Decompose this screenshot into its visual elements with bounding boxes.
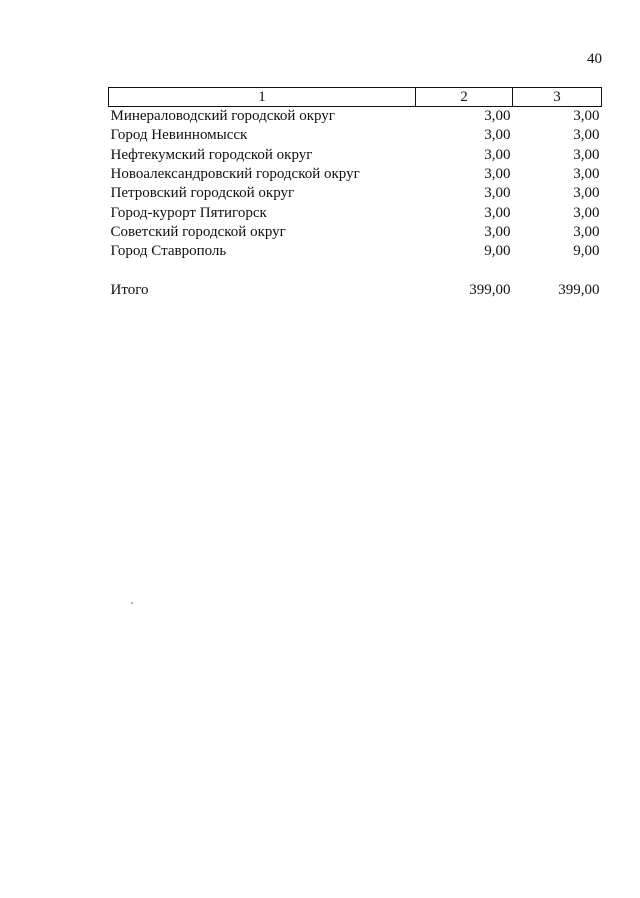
page-number: 40 — [587, 51, 602, 67]
total-value-col2: 399,00 — [469, 281, 511, 298]
row-name: Минераловодский городской округ — [110, 108, 335, 125]
row-value-col3: 3,00 — [573, 185, 600, 202]
row-name: Новоалександровский городской округ — [110, 166, 360, 183]
row-name: Петровский городской округ — [110, 185, 295, 202]
row-value-col2: 3,00 — [484, 146, 511, 163]
total-row — [109, 280, 602, 299]
row-name: Нефтекумский городской округ — [110, 146, 313, 163]
table-row — [109, 184, 602, 203]
header-cell-2: 2 — [416, 88, 513, 107]
row-value-col2: 3,00 — [484, 185, 511, 202]
row-value-col3: 9,00 — [573, 243, 600, 260]
data-table — [108, 87, 602, 300]
row-name: Город Ставрополь — [110, 243, 227, 260]
header-cell-1: 1 — [109, 88, 416, 107]
table-row — [109, 126, 602, 145]
table-body — [109, 107, 602, 300]
table-header — [109, 88, 602, 107]
table-row — [109, 165, 602, 184]
spacer-row — [109, 261, 602, 280]
table-row — [109, 107, 602, 127]
row-value-col3: 3,00 — [573, 223, 600, 240]
row-value-col2: 9,00 — [484, 243, 511, 260]
row-value-col3: 3,00 — [573, 108, 600, 125]
row-value-col3: 3,00 — [573, 146, 600, 163]
total-value-col3: 399,00 — [558, 281, 600, 298]
row-value-col2: 3,00 — [484, 166, 511, 183]
table-row — [109, 223, 602, 242]
header-row — [109, 88, 602, 107]
total-label: Итого — [110, 281, 149, 298]
scan-speck — [131, 602, 133, 604]
header-cell-3: 3 — [513, 88, 602, 107]
row-name: Город-курорт Пятигорск — [110, 204, 267, 221]
row-name: Город Невинномысск — [110, 127, 248, 144]
table-row — [109, 146, 602, 165]
row-name: Советский городской округ — [110, 223, 286, 240]
table-row — [109, 203, 602, 222]
row-value-col2: 3,00 — [484, 127, 511, 144]
row-value-col3: 3,00 — [573, 204, 600, 221]
spacer-cell — [513, 261, 602, 280]
row-value-col3: 3,00 — [573, 127, 600, 144]
row-value-col3: 3,00 — [573, 166, 600, 183]
spacer-cell — [109, 261, 416, 280]
row-value-col2: 3,00 — [484, 223, 511, 240]
row-value-col2: 3,00 — [484, 204, 511, 221]
table-row — [109, 242, 602, 261]
row-value-col2: 3,00 — [484, 108, 511, 125]
spacer-cell — [416, 261, 513, 280]
